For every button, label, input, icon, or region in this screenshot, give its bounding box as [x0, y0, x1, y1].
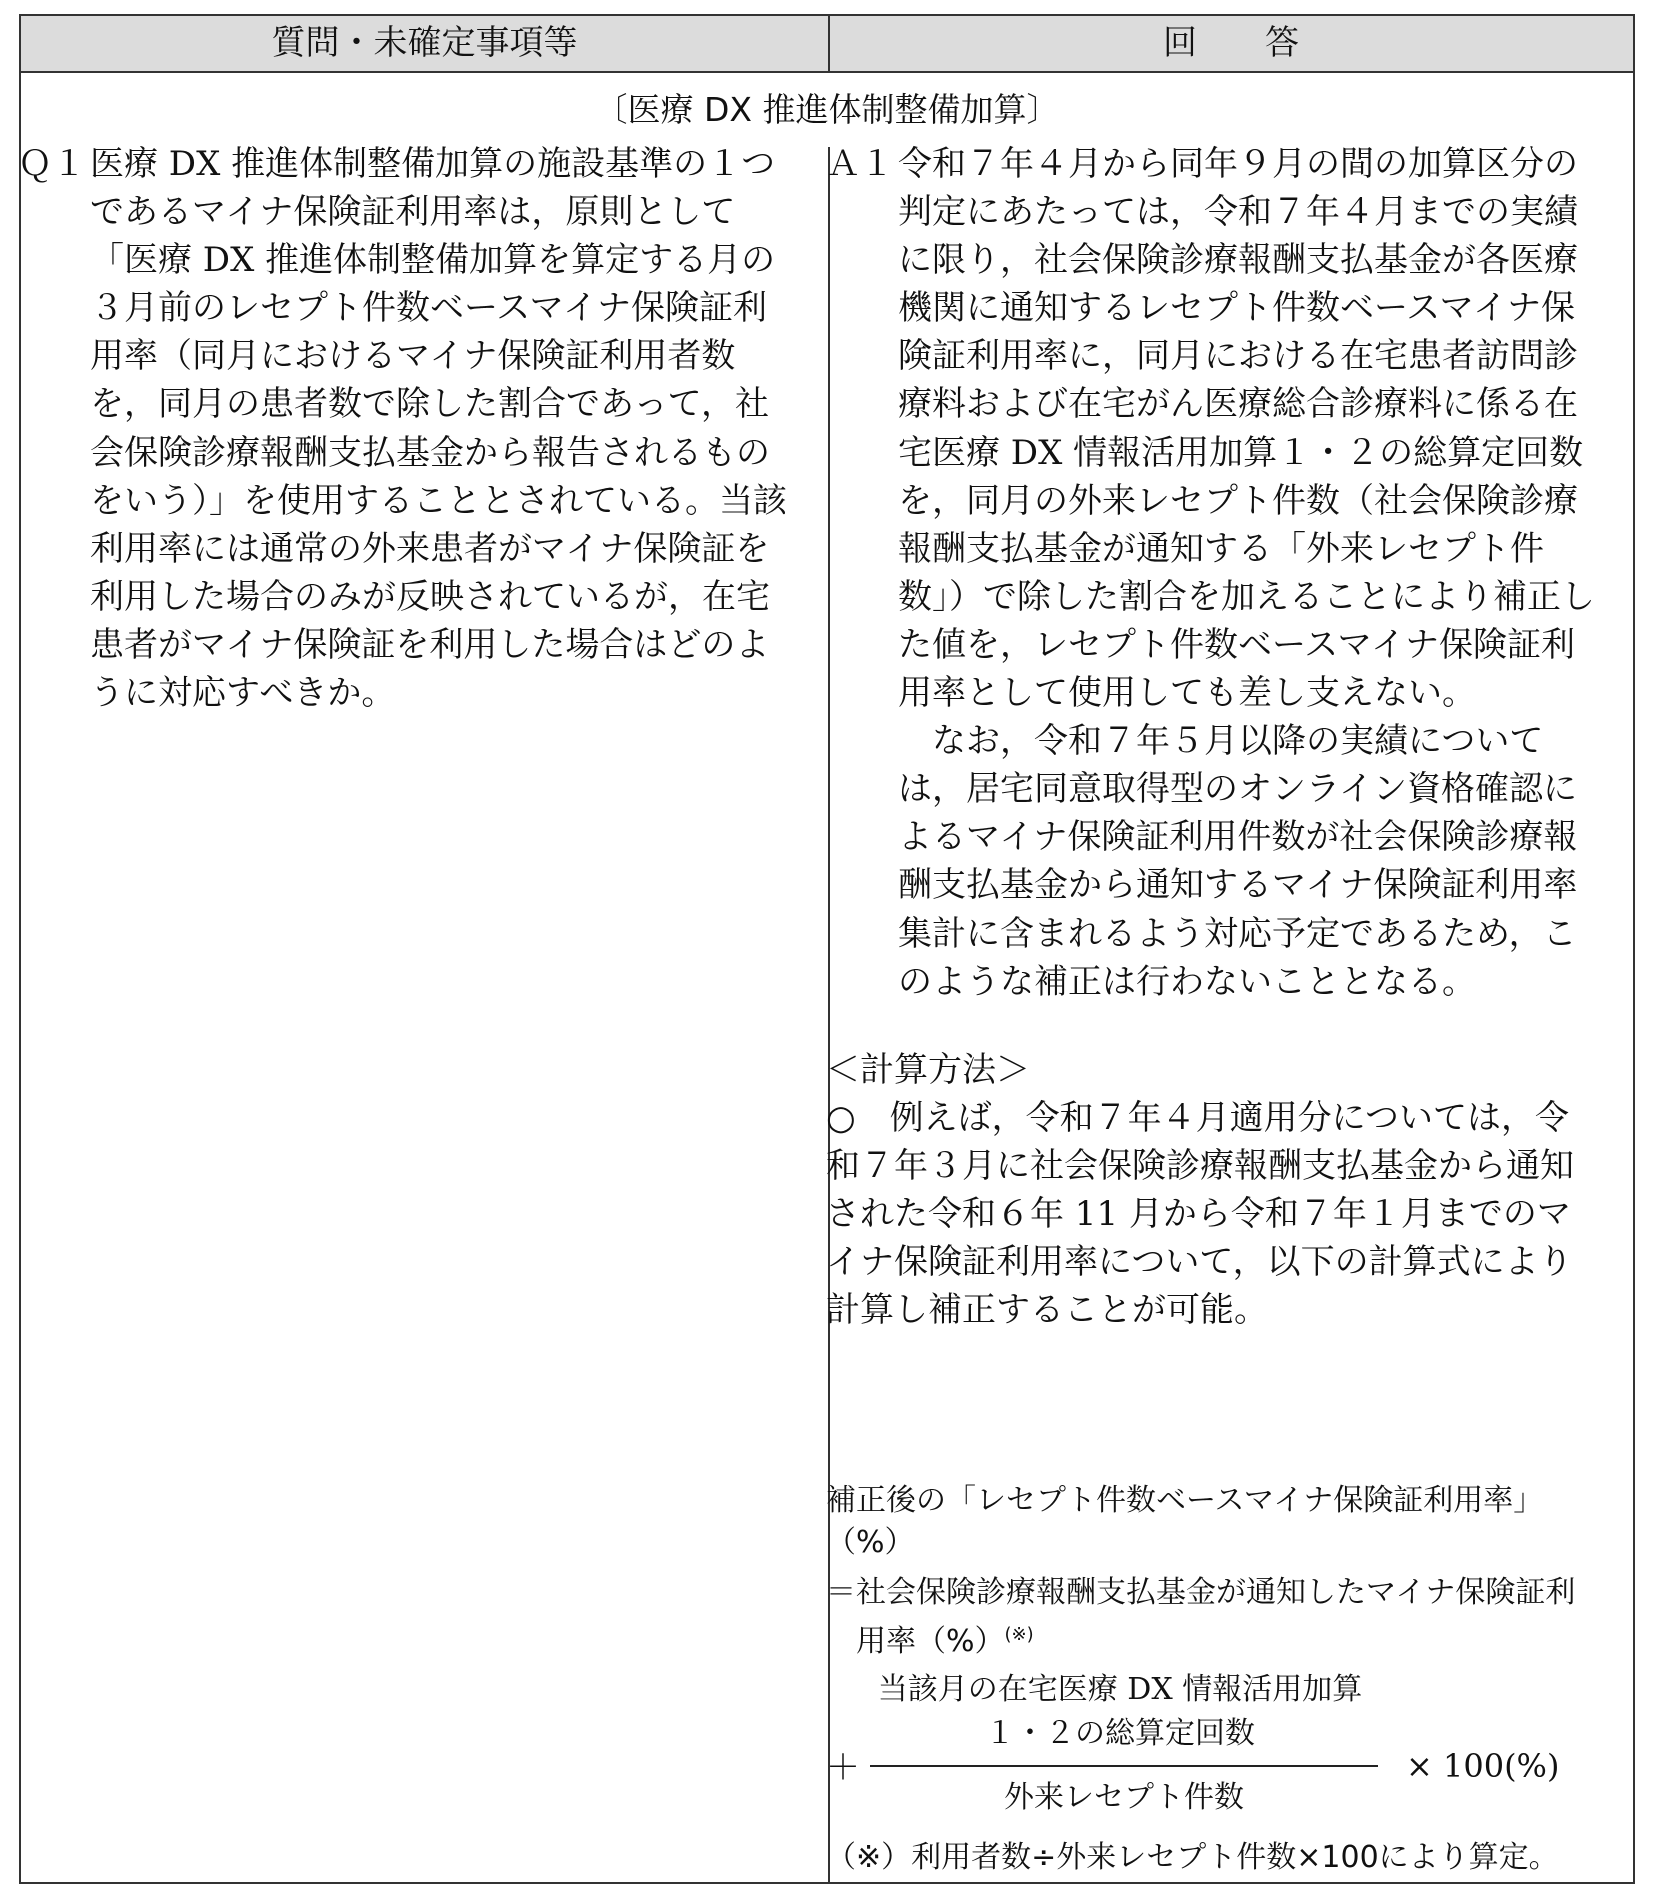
calc-method-text: ○ 例えば，令和７年４月適用分については，令和７年３月に社会保険診療報酬支払基金から通知された令和６年 11 月から令和７年１月までのマイナ保険証利用率について，以下の計算式により計算し補正することが可能。 [826, 1097, 1574, 1331]
formula-fraction [826, 1669, 1596, 1829]
answer-item [826, 140, 1596, 1006]
header-question-column: 質問・未確定事項等 [271, 23, 578, 63]
calc-method-heading: ＜計算方法＞ [826, 1049, 1030, 1090]
numerator-line-2: １・２の総算定回数 [985, 1716, 1255, 1751]
denominator: 外来レセプト件数 [1004, 1780, 1244, 1815]
formula-footnote-mark: (※) [1004, 1624, 1034, 1645]
numerator-line-1: 当該月の在宅医療 DX 情報活用加算 [877, 1672, 1363, 1707]
formula-footnote: （※）利用者数÷外来レセプト件数×100により算定。 [826, 1840, 1559, 1875]
answer-paragraph-2: なお，令和７年５月以降の実績については，居宅同意取得型のオンライン資格確認によるマイナ保険証利用件数が社会保険診療報酬支払基金から通知するマイナ保険証利用率集計に含まれるよう対応予定であるため，このような補正は行わないこととなる。 [898, 721, 1578, 1002]
answer-label: Ａ１ [826, 144, 894, 184]
formula-line-1: 補正後の「レセプト件数ベースマイナ保険証利用率」（%） [826, 1483, 1544, 1560]
question-label: Ｑ１ [18, 144, 86, 184]
formula-line-2 [826, 1572, 1596, 1663]
header-answer-column: 回 答 [1163, 23, 1299, 63]
plus-sign: ＋ [826, 1748, 860, 1788]
fraction-bar [870, 1765, 1378, 1767]
formula-line-2-text: ＝社会保険診療報酬支払基金が通知したマイナ保険証利用率（%） [826, 1575, 1576, 1659]
answer-column [826, 140, 1596, 1334]
table-header [21, 16, 1633, 73]
answer-paragraph-1: 令和７年４月から同年９月の間の加算区分の判定にあたっては，令和７年４月までの実績に限り，社会保険診療報酬支払基金が各医療機関に通知するレセプト件数ベースマイナ保険証利用率に，同月における在宅患者訪問診療料および在宅がん医療総合診療料に係る在宅医療 DX 情報活用加算１・２の総算定回数を，同月の外来レセプト件数（社会保険診療報酬支払基金が通知する「外来レセプト件数」）で除した割合を加えることにより補正した値を，レセプト件数ベースマイナ保険証利用率として使用しても差し支えない。 [898, 144, 1595, 714]
question-text: 医療 DX 推進体制整備加算の施設基準の１つであるマイナ保険証利用率は，原則として「医療 DX 推進体制整備加算を算定する月の３月前のレセプト件数ベースマイナ保険証利用率（同月におけるマイナ保険証利用者数を，同月の患者数で除した割合であって，社会保険診療報酬支払基金から報告されるものをいう）」を使用することとされている。当該利用率には通常の外来患者がマイナ保険証を利用した場合のみが反映されているが，在宅患者がマイナ保険証を利用した場合はどのように対応すべきか。 [90, 144, 787, 714]
section-title: 〔医療 DX 推進体制整備加算〕 [594, 90, 1060, 129]
question-item [18, 140, 800, 717]
multiplier: × 100(%) [1406, 1747, 1560, 1785]
formula-block [826, 1480, 1596, 1879]
question-column [18, 140, 800, 717]
